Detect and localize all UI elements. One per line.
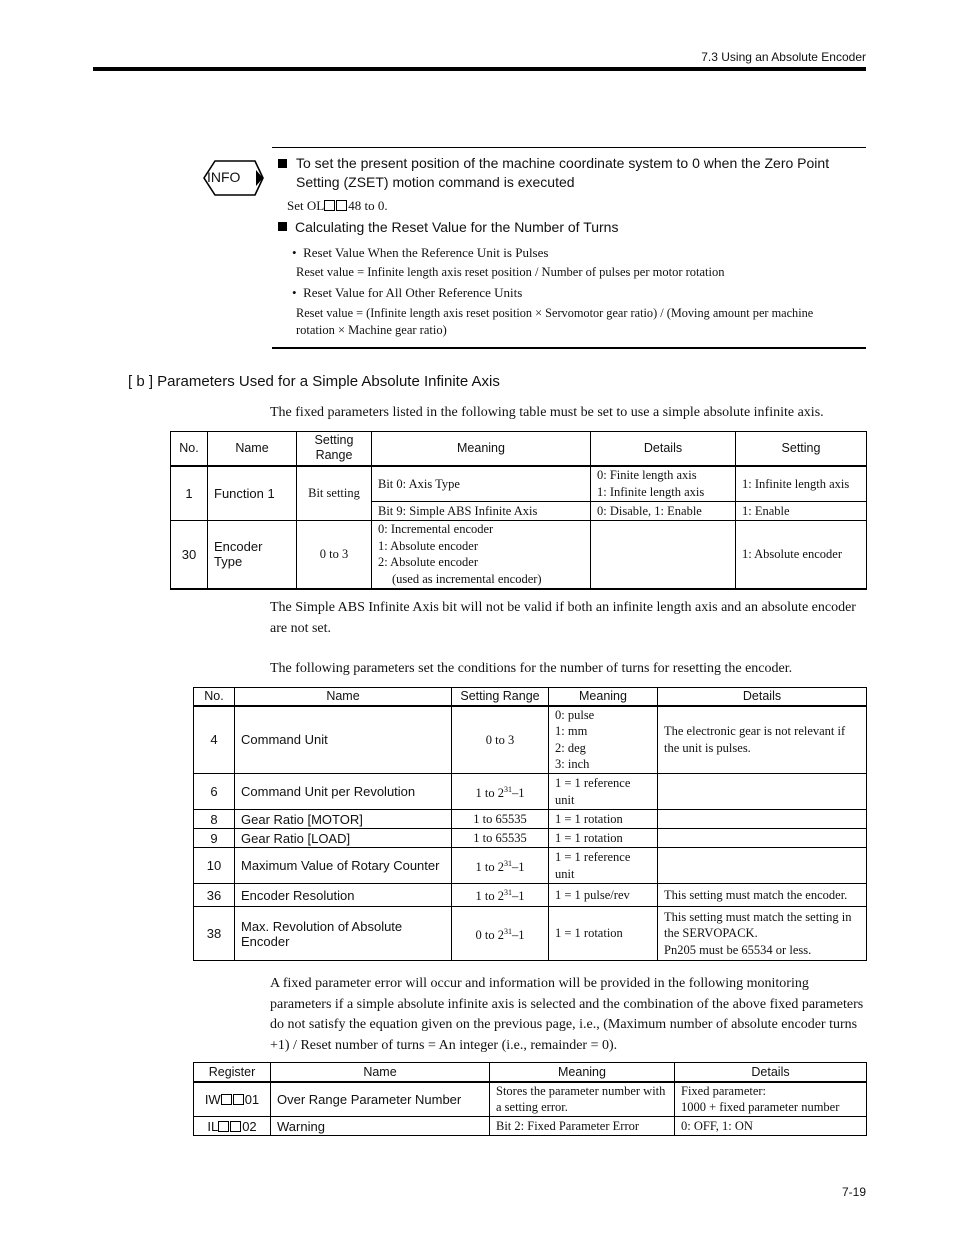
t1-cell-meaning: 0: Incremental encoder 1: Absolute encoder 2: Absolute encoder (used as incremental encoder) <box>372 521 591 589</box>
t1-cell-no: 30 <box>171 521 208 589</box>
t2-cell-range: 0 to $2^{31}-1$ <box>452 907 549 961</box>
section-title: [ b ] Parameters Used for a Simple Absolute Infinite Axis <box>128 373 500 390</box>
t2-cell-details <box>658 774 867 810</box>
section-note-fixed-error: A fixed parameter error will occur and information will be provided in the following monitoring parameters if a simple absolute infinite axis is selected and the combination of the above fixed parameters do not satisfy the equation given on the previous page, i.e., (Maximum number of absolute encoder turns +1) / Reset number of turns = An integer (i.e., remainder = 0). <box>270 976 864 1053</box>
t3-cell-name: Over Range Parameter Number <box>271 1082 490 1117</box>
table-row <box>171 466 867 502</box>
t2-cell-meaning: 1 = 1 rotation <box>549 810 658 829</box>
t1-cell-name: Encoder Type <box>208 521 297 589</box>
placeholder-box-icon <box>230 1121 241 1132</box>
table-row <box>194 884 867 907</box>
t2-cell-details: This setting must match the setting in the SERVOPACK. Pn205 must be 65534 or less. <box>658 907 867 961</box>
t1-cell-setting: 1: Infinite length axis <box>736 466 867 502</box>
t1-cell-setting: 1: Enable <box>736 502 867 521</box>
t2-cell-no: 6 <box>194 774 235 810</box>
t1-cell-details: 0: Disable, 1: Enable <box>591 502 736 521</box>
turns-parameters-table <box>193 687 867 961</box>
table-row <box>194 1117 867 1136</box>
t1-cell-details <box>591 521 736 589</box>
t2-header-name: Name <box>235 688 452 706</box>
info-item-text: To set the present position of the machine coordinate system to 0 when the Zero Point Setting (ZSET) motion command is executed <box>296 155 830 190</box>
t2-cell-meaning: 1 = 1 reference unit <box>549 774 658 810</box>
info-icon-label: INFO <box>207 169 241 185</box>
t1-cell-meaning: Bit 0: Axis Type <box>372 466 591 502</box>
t2-cell-no: 4 <box>194 706 235 774</box>
info-rule-top <box>272 147 866 148</box>
t3-cell-meaning: Bit 2: Fixed Parameter Error <box>490 1117 675 1136</box>
fixed-parameters-table <box>170 431 867 590</box>
section-intro: The fixed parameters listed in the following table must be set to use a simple absolute infinite axis. <box>270 405 824 420</box>
info-setting-line: Set OL 48 to 0. <box>287 198 388 213</box>
t2-cell-no: 38 <box>194 907 235 961</box>
t1-cell-range: Bit setting <box>297 466 372 521</box>
t3-cell-meaning: Stores the parameter number with a setting error. <box>490 1082 675 1117</box>
t2-cell-no: 8 <box>194 810 235 829</box>
t2-cell-details <box>658 810 867 829</box>
t2-cell-name: Maximum Value of Rotary Counter <box>235 848 452 884</box>
t2-cell-name: Command Unit per Revolution <box>235 774 452 810</box>
dot-bullet-icon: • <box>292 285 297 300</box>
t1-header-range: Setting Range <box>297 432 372 466</box>
placeholder-box-icon <box>324 200 335 211</box>
placeholder-box-icon <box>233 1094 244 1105</box>
square-bullet-icon <box>278 159 287 168</box>
t2-cell-name: Gear Ratio [MOTOR] <box>235 810 452 829</box>
t2-cell-meaning: 1 = 1 reference unit <box>549 848 658 884</box>
t2-cell-meaning: 1 = 1 rotation <box>549 829 658 848</box>
t1-header-details: Details <box>591 432 736 466</box>
t3-header-register: Register <box>194 1063 271 1082</box>
t2-cell-meaning: 1 = 1 rotation <box>549 907 658 961</box>
t2-header-meaning: Meaning <box>549 688 658 706</box>
t3-cell-register: IW 01 <box>194 1082 271 1117</box>
t2-cell-name: Command Unit <box>235 706 452 774</box>
info-formula-pulses: Reset value = Infinite length axis reset position / Number of pulses per motor rotation <box>296 265 725 279</box>
table-row <box>194 774 867 810</box>
info-formula-other-units: Reset value = (Infinite length axis reset position × Servomotor gear ratio) / (Moving amount per machine rotation × Machine gear ratio) <box>296 306 814 337</box>
table-row <box>194 829 867 848</box>
t3-cell-register: IL 02 <box>194 1117 271 1136</box>
t2-cell-meaning: 1 = 1 pulse/rev <box>549 884 658 907</box>
t1-cell-setting: 1: Absolute encoder <box>736 521 867 589</box>
info-sub-item-pulses: • Reset Value When the Reference Unit is Pulses <box>292 245 549 260</box>
section-note-turns: The following parameters set the conditions for the number of turns for resetting the encoder. <box>270 661 793 676</box>
t2-cell-no: 10 <box>194 848 235 884</box>
t2-cell-range: 1 to $2^{31}-1$ <box>452 848 549 884</box>
placeholder-box-icon <box>218 1121 229 1132</box>
placeholder-box-icon <box>336 200 347 211</box>
info-item-zero-point <box>278 154 858 192</box>
t1-cell-details: 0: Finite length axis 1: Infinite length axis <box>591 466 736 502</box>
t2-cell-name: Gear Ratio [LOAD] <box>235 829 452 848</box>
t3-header-name: Name <box>271 1063 490 1082</box>
t2-cell-details <box>658 848 867 884</box>
t1-cell-no: 1 <box>171 466 208 521</box>
info-item-reset-value: Calculating the Reset Value for the Number of Turns <box>278 218 858 237</box>
t2-cell-range: 1 to 65535 <box>452 829 549 848</box>
placeholder-box-icon <box>221 1094 232 1105</box>
t2-cell-range: 1 to $2^{31}-1$ <box>452 774 549 810</box>
square-bullet-icon <box>278 222 287 231</box>
section-note-validity: The Simple ABS Infinite Axis bit will not be valid if both an infinite length axis and an absolute encoder are not set. <box>270 600 856 636</box>
t2-cell-name: Max. Revolution of Absolute Encoder <box>235 907 452 961</box>
t1-header-setting: Setting <box>736 432 867 466</box>
t3-header-details: Details <box>675 1063 867 1082</box>
t2-header-no: No. <box>194 688 235 706</box>
t1-header-name: Name <box>208 432 297 466</box>
t1-cell-name: Function 1 <box>208 466 297 521</box>
t1-cell-meaning: Bit 9: Simple ABS Infinite Axis <box>372 502 591 521</box>
t1-cell-range: 0 to 3 <box>297 521 372 589</box>
t3-cell-details: Fixed parameter: 1000 + fixed parameter number <box>675 1082 867 1117</box>
table-row <box>194 706 867 774</box>
table-row <box>171 521 867 589</box>
t3-cell-name: Warning <box>271 1117 490 1136</box>
t3-header-meaning: Meaning <box>490 1063 675 1082</box>
t2-header-details: Details <box>658 688 867 706</box>
t3-cell-details: 0: OFF, 1: ON <box>675 1117 867 1136</box>
t1-header-no: No. <box>171 432 208 466</box>
info-sub-item-other-units: • Reset Value for All Other Reference Units <box>292 285 523 300</box>
running-header: 7.3 Using an Absolute Encoder <box>701 50 866 64</box>
t2-header-range: Setting Range <box>452 688 549 706</box>
t1-header-meaning: Meaning <box>372 432 591 466</box>
t2-cell-range: 0 to 3 <box>452 706 549 774</box>
t2-cell-meaning: 0: pulse 1: mm 2: deg 3: inch <box>549 706 658 774</box>
table-row <box>194 810 867 829</box>
info-rule-bottom <box>272 347 866 349</box>
t2-cell-details: This setting must match the encoder. <box>658 884 867 907</box>
page-number: 7-19 <box>841 1185 866 1199</box>
table-row <box>194 907 867 961</box>
table-row <box>194 848 867 884</box>
t2-cell-no: 36 <box>194 884 235 907</box>
table-row <box>194 1082 867 1117</box>
t2-cell-range: 1 to 65535 <box>452 810 549 829</box>
header-rule <box>93 67 866 71</box>
t2-cell-name: Encoder Resolution <box>235 884 452 907</box>
t2-cell-details <box>658 829 867 848</box>
t2-cell-details: The electronic gear is not relevant if the unit is pulses. <box>658 706 867 774</box>
dot-bullet-icon: • <box>292 245 297 260</box>
monitoring-parameters-table <box>193 1062 867 1136</box>
t2-cell-no: 9 <box>194 829 235 848</box>
t2-cell-range: 1 to $2^{31}-1$ <box>452 884 549 907</box>
